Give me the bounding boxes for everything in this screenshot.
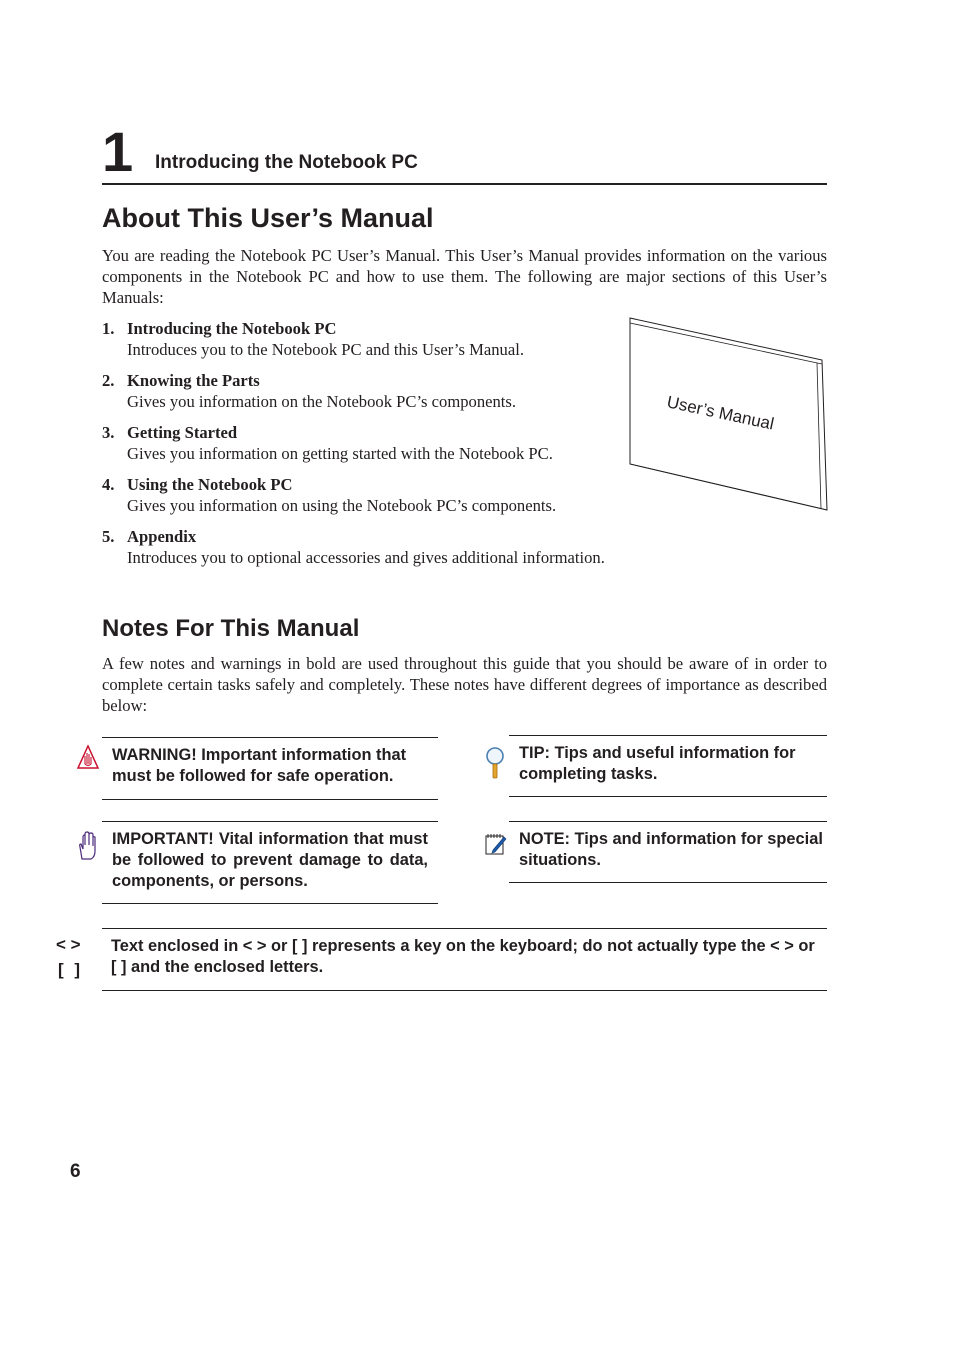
list-item xyxy=(102,526,662,568)
notes-intro: A few notes and warnings in bold are used throughout this guide that you should be aware of in order to complete certain tasks safely and completely. These notes have different degrees of importance as described below: xyxy=(102,654,827,715)
about-heading: About This User’s Manual xyxy=(102,203,434,233)
item-number: 2. xyxy=(102,371,115,390)
raised-hand-icon xyxy=(75,831,99,863)
angle-brackets-symbol: < > xyxy=(56,935,81,954)
item-description: Gives you information on the Notebook PC’s components. xyxy=(127,392,516,411)
note-text: NOTE: Tips and information for special situations. xyxy=(519,830,823,869)
keys-text: Text enclosed in < > or [ ] represents a key on the keyboard; do not actually type the < > or [ ] and the enclosed letters. xyxy=(111,937,815,976)
item-description: Introduces you to optional accessories and gives additional information. xyxy=(127,548,605,567)
item-number: 3. xyxy=(102,423,115,442)
item-description: Introduces you to the Notebook PC and this User’s Manual. xyxy=(127,340,524,359)
chapter-number: 1 xyxy=(102,120,134,183)
item-number: 4. xyxy=(102,475,115,494)
warning-text: WARNING! Important information that must be followed for safe operation. xyxy=(112,746,407,785)
chapter-divider xyxy=(102,183,827,185)
warning-hand-icon xyxy=(76,744,100,772)
important-text: IMPORTANT! Vital information that must be followed to prevent damage to data, components, or persons. xyxy=(112,830,428,890)
magnifier-icon xyxy=(484,746,506,780)
item-number: 5. xyxy=(102,527,115,546)
item-description: Gives you information on using the Notebook PC’s components. xyxy=(127,496,557,515)
list-item xyxy=(102,474,662,516)
item-title: Appendix xyxy=(127,527,197,546)
list-item xyxy=(102,318,662,360)
chapter-title: Introducing the Notebook PC xyxy=(155,152,418,173)
item-title: Introducing the Notebook PC xyxy=(127,319,337,338)
item-description: Gives you information on getting started with the Notebook PC. xyxy=(127,444,553,463)
illustration-label: User’s Manual xyxy=(665,392,776,434)
list-item xyxy=(102,370,662,412)
list-item xyxy=(102,422,662,464)
about-intro: You are reading the Notebook PC User’s Manual. This User’s Manual provides information on the various components in the Notebook PC and how to use them. The following are major sections of this User’s Manuals: xyxy=(102,246,827,307)
sections-list xyxy=(102,318,662,578)
manual-book-illustration xyxy=(622,314,832,514)
page-number: 6 xyxy=(70,1161,81,1182)
item-title: Getting Started xyxy=(127,423,238,442)
tip-text: TIP: Tips and useful information for completing tasks. xyxy=(519,744,796,783)
item-number: 1. xyxy=(102,319,115,338)
item-title: Using the Notebook PC xyxy=(127,475,293,494)
notepad-pencil-icon xyxy=(484,832,508,856)
item-title: Knowing the Parts xyxy=(127,371,260,390)
notes-heading: Notes For This Manual xyxy=(102,615,360,642)
square-brackets-symbol: [ ] xyxy=(58,960,81,979)
